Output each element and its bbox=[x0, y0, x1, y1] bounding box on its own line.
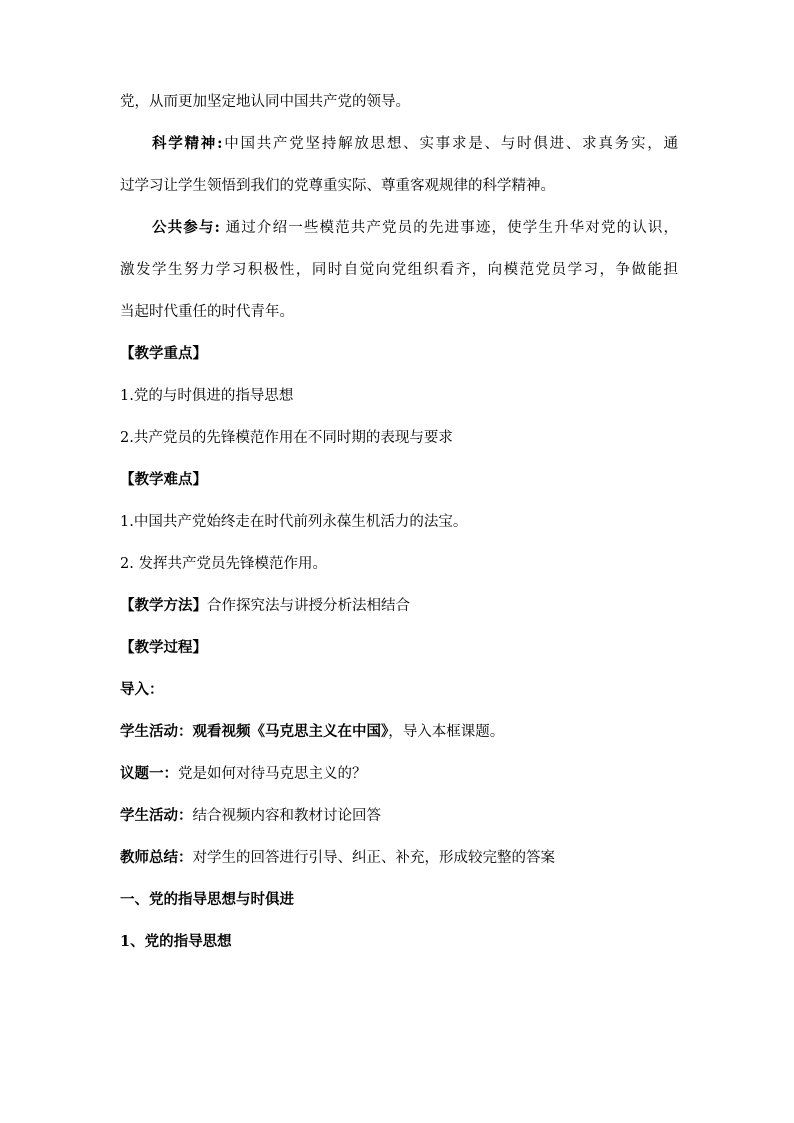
teaching-method-text: 合作探究法与讲授分析法相结合 bbox=[207, 598, 410, 614]
public-participation-text-2: 激发学生努力学习积极性，同时自觉向党组织看齐，向模范党员学习，争做能担 bbox=[120, 262, 678, 278]
topic-one-text: 党是如何对待马克思主义的？ bbox=[178, 766, 367, 782]
difficult-point-item: 1.中国共产党始终走在时代前列永葆生机活力的法宝。 bbox=[120, 514, 468, 530]
public-participation-text-3: 当起时代重任的时代青年。 bbox=[120, 304, 294, 320]
teacher-summary-line bbox=[120, 848, 678, 868]
science-spirit-line-1 bbox=[120, 134, 678, 154]
key-points-heading: 【教学重点】 bbox=[120, 345, 207, 362]
student-activity-discuss-label: 学生活动： bbox=[120, 807, 193, 824]
student-activity-video-rest: ，导入本框课题。 bbox=[388, 724, 505, 740]
difficult-points-heading: 【教学难点】 bbox=[120, 471, 207, 488]
intro-label: 导入： bbox=[120, 681, 164, 698]
topic-one-label: 议题一： bbox=[120, 765, 178, 782]
teaching-method-line bbox=[120, 596, 678, 616]
public-participation-text-1: 通过介绍一些模范共产党员的先进事迹，使学生升华对党的认识， bbox=[219, 220, 678, 236]
science-spirit-label: 科学精神: bbox=[152, 135, 223, 152]
science-spirit-text-2: 过学习让学生领悟到我们的党尊重实际、尊重客观规律的科学精神。 bbox=[120, 178, 555, 194]
teaching-method-heading: 【教学方法】 bbox=[120, 597, 207, 614]
science-spirit-line-2 bbox=[120, 176, 678, 196]
key-point-item: 1.党的与时俱进的指导思想 bbox=[120, 388, 294, 404]
student-activity-discuss-line bbox=[120, 806, 678, 826]
student-activity-video-bold: 学生活动：观看视频《马克思主义在中国》 bbox=[120, 723, 389, 740]
public-participation-line-2 bbox=[120, 260, 678, 280]
public-participation-line-3 bbox=[120, 302, 678, 322]
student-activity-discuss-text: 结合视频内容和教材讨论回答 bbox=[192, 808, 381, 824]
subsection-heading: 1、党的指导思想 bbox=[120, 933, 232, 950]
teacher-summary-label: 教师总结： bbox=[120, 849, 193, 866]
paragraph-text: 党，从而更加坚定地认同中国共产党的领导。 bbox=[120, 94, 410, 110]
public-participation-line-1 bbox=[120, 218, 678, 238]
difficult-point-item: 2. 发挥共产党员先锋模范作用。 bbox=[120, 556, 327, 572]
topic-one-line bbox=[120, 764, 678, 784]
paragraph-continuation bbox=[120, 92, 678, 112]
key-point-item: 2.共产党员的先锋模范作用在不同时期的表现与要求 bbox=[120, 430, 453, 446]
teaching-process-heading: 【教学过程】 bbox=[120, 639, 207, 656]
document-body bbox=[120, 92, 678, 974]
teacher-summary-text: 对学生的回答进行引导、纠正、补充，形成较完整的答案 bbox=[192, 850, 555, 866]
student-activity-video-line bbox=[120, 722, 678, 742]
science-spirit-text-1: 中国共产党坚持解放思想、实事求是、与时俱进、求真务实，通 bbox=[222, 136, 678, 152]
section-heading: 一、党的指导思想与时俱进 bbox=[120, 891, 294, 908]
public-participation-label: 公共参与: bbox=[152, 219, 220, 236]
